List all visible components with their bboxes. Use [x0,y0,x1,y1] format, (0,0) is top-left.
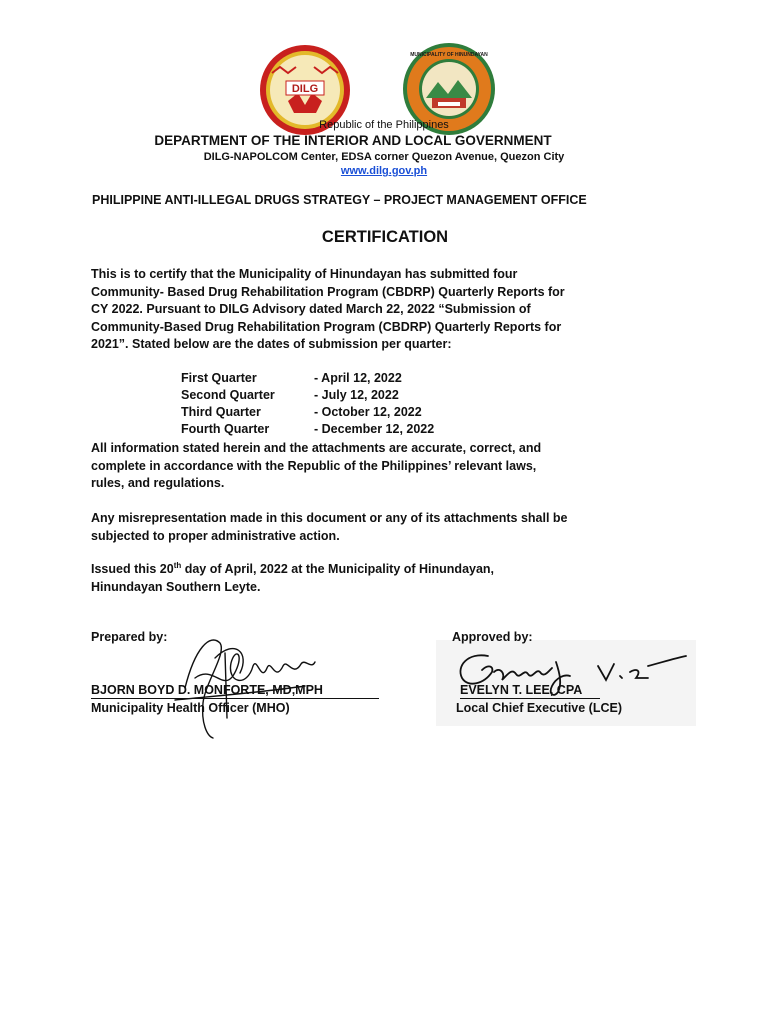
quarter-name: Fourth Quarter [181,422,270,436]
approved-by-label: Approved by: [452,630,533,644]
republic-text: Republic of the Philippines [319,119,449,131]
issued-suffix: day of April, 2022 at the Municipality of Hinundayan, [181,562,495,576]
certification-paragraph [91,266,691,354]
approved-by-name: EVELYN T. LEE, CPA [460,683,583,697]
paragraph-line: subjected to proper administrative action. [91,528,340,543]
quarter-date: - April 12, 2022 [314,371,402,385]
quarter-name: Third Quarter [181,405,261,419]
paragraph-line: Community- Based Drug Rehabilitation Program (CBDRP) Quarterly Reports for [91,284,565,299]
quarter-name: First Quarter [181,371,257,385]
certification-title: CERTIFICATION [321,228,449,246]
prepared-by-position: Municipality Health Officer (MHO) [91,701,290,715]
paragraph-line: rules, and regulations. [91,476,225,490]
quarter-date: - July 12, 2022 [314,388,399,402]
paragraph-line: CY 2022. Pursuant to DILG Advisory dated March 22, 2022 “Submission of [91,302,531,316]
paragraph-line: This is to certify that the Municipality of Hinundayan has submitted four [91,267,518,281]
approved-by-position: Local Chief Executive (LCE) [456,701,623,715]
issued-paragraph [91,561,691,596]
prepared-by-name: BJORN BOYD D. MONFORTE, MD,MPH [91,683,323,697]
dilg-logo-text: DILG [291,83,319,95]
municipality-seal-text: MUNICIPALITY OF HINUNDAYAN [410,52,488,58]
prepared-by-label: Prepared by: [91,630,168,644]
quarter-date: - December 12, 2022 [314,422,435,436]
issued-line [91,561,691,579]
issued-line-2: Hinundayan Southern Leyte. [91,579,261,594]
paragraph-line: All information stated herein and the attachments are accurate, correct, and [91,441,542,455]
department-address: DILG-NAPOLCOM Center, EDSA corner Quezon Avenue, Quezon City [203,151,565,163]
paragraph-line: complete in accordance with the Republic of the Philippines’ relevant laws, [91,458,537,473]
quarter-date: - October 12, 2022 [314,405,422,419]
quarter-name: Second Quarter [181,388,275,402]
department-name: DEPARTMENT OF THE INTERIOR AND LOCAL GOVERNMENT [154,133,552,148]
misrepresentation-paragraph [91,510,691,545]
office-name: PHILIPPINE ANTI-ILLEGAL DRUGS STRATEGY – PROJECT MANAGEMENT OFFICE [92,193,587,207]
issued-superscript: th [173,560,182,570]
approved-by-signature [448,644,688,699]
issued-prefix: Issued this 20 [91,562,174,576]
prepared-by-signature [165,628,325,743]
accuracy-paragraph [91,440,691,493]
paragraph-line: Community-Based Drug Rehabilitation Program (CBDRP) Quarterly Reports for [91,319,562,334]
website-link[interactable]: www.dilg.gov.ph [340,165,428,177]
paragraph-line: Any misrepresentation made in this document or any of its attachments shall be [91,511,568,525]
paragraph-line: 2021”. Stated below are the dates of submission per quarter: [91,337,452,351]
